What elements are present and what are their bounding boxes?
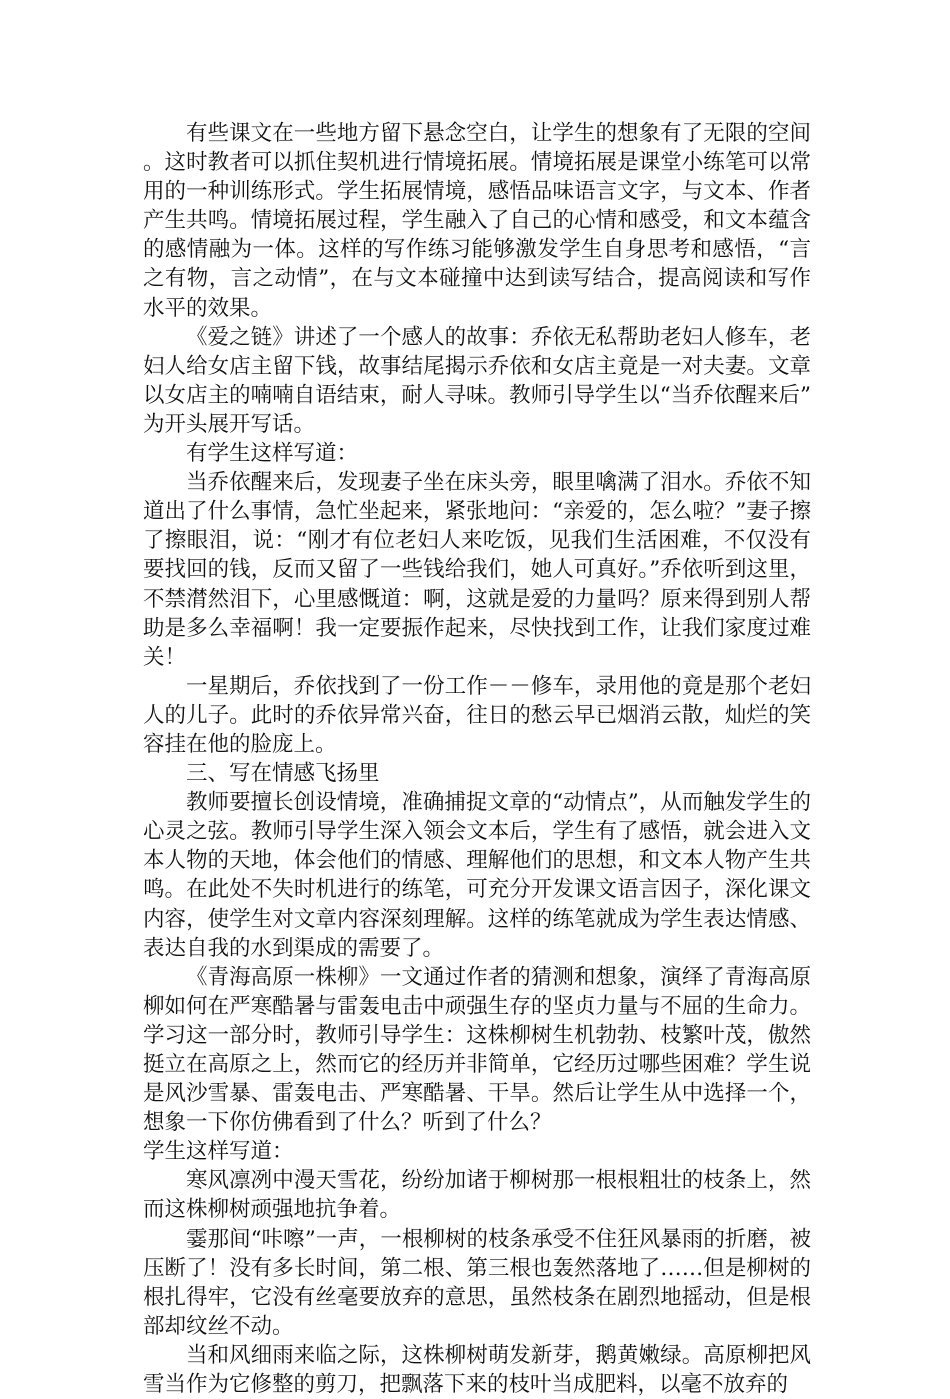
paragraph-student-wrote-2: 学生这样写道： [143, 1139, 294, 1165]
paragraph-student-writing-2: 一星期后，乔依找到了一份工作－－修车，录用他的竟是那个老妇人的儿子。此时的乔依异常兴奋，往日的愁云早已烟消云散，灿烂的笑容挂在他的脸庞上。 [143, 673, 811, 757]
paragraph-willow-writing-1: 寒风凛冽中漫天雪花，纷纷加诸于柳树那一根根粗壮的枝条上，然而这株柳树顽强地抗争着。 [143, 1168, 811, 1223]
section-heading-3: 三、写在情感飞扬里 [186, 761, 380, 787]
paragraph-emotion-point: 教师要擅长创设情境，准确捕捉文章的“动情点”，从而触发学生的心灵之弦。教师引导学生深入领会文本后，学生有了感悟，就会进入文本人物的天地，体会他们的情感、理解他们的思想，和文本人物产生共鸣。在此处不失时机进行的练笔，可充分开发课文语言因子，深化课文内容，使学生对文章内容深刻理解。这样的练笔就成为学生表达情感、表达自我的水到渠成的需要了。 [143, 790, 811, 961]
document-body [143, 119, 811, 1399]
paragraph-student-writing-1: 当乔依醒来后，发现妻子坐在床头旁，眼里噙满了泪水。乔依不知道出了什么事情，急忙坐起来，紧张地问：“亲爱的，怎么啦？”妻子擦了擦眼泪，说：“刚才有位老妇人来吃饭，见我们生活困难，不仅没有要找回的钱，反而又留了一些钱给我们，她人可真好。”乔依听到这里，不禁潸然泪下，心里感慨道：啊，这就是爱的力量吗？原来得到别人帮助是多么幸福啊！我一定要振作起来，尽快找到工作，让我们家度过难关！ [143, 470, 811, 670]
paragraph-chain-of-love-intro: 《爱之链》讲述了一个感人的故事：乔依无私帮助老妇人修车，老妇人给女店主留下钱，故事结尾揭示乔依和女店主竟是一对夫妻。文章以女店主的喃喃自语结束，耐人寻味。教师引导学生以“当乔依醒来后”为开头展开写话。 [143, 324, 811, 437]
paragraph-willow-writing-2: 霎那间“咔嚓”一声，一根柳树的枝条承受不住狂风暴雨的折磨，被压断了！没有多长时间，第二根、第三根也轰然落地了……但是柳树的根扎得牢，它没有丝毫要放弃的意思，虽然枝条在剧烈地摇动，但是根部却纹丝不动。 [143, 1226, 811, 1339]
paragraph-situation-expansion: 有些课文在一些地方留下悬念空白，让学生的想象有了无限的空间。这时教者可以抓住契机进行情境拓展。情境拓展是课堂小练笔可以常用的一种训练形式。学生拓展情境，感悟品味语言文字，与文本、作者产生共鸣。情境拓展过程，学生融入了自己的心情和感受，和文本蕴含的感情融为一体。这样的写作练习能够激发学生自身思考和感悟，“言之有物，言之动情”，在与文本碰撞中达到读写结合，提高阅读和写作水平的效果。 [143, 121, 811, 321]
paragraph-student-wrote-1: 有学生这样写道： [186, 441, 359, 467]
paragraph-willow-writing-3: 当和风细雨来临之际，这株柳树萌发新芽，鹅黄嫩绿。高原柳把风雪当作为它修整的剪刀，把飘落下来的枝叶当成肥料，以毫不放弃的 [143, 1342, 811, 1398]
paragraph-qinghai-willow-intro: 《青海高原一株柳》一文通过作者的猜测和想象，演绎了青海高原柳如何在严寒酷暑与雷轰电击中顽强生存的坚贞力量与不屈的生命力。学习这一部分时，教师引导学生：这株柳树生机勃勃、枝繁叶茂，傲然挺立在高原之上，然而它的经历并非简单，它经历过哪些困难？学生说是风沙雪暴、雷轰电击、严寒酷暑、干旱。然后让学生从中选择一个，想象一下你仿佛看到了什么？听到了什么？ [143, 964, 811, 1136]
